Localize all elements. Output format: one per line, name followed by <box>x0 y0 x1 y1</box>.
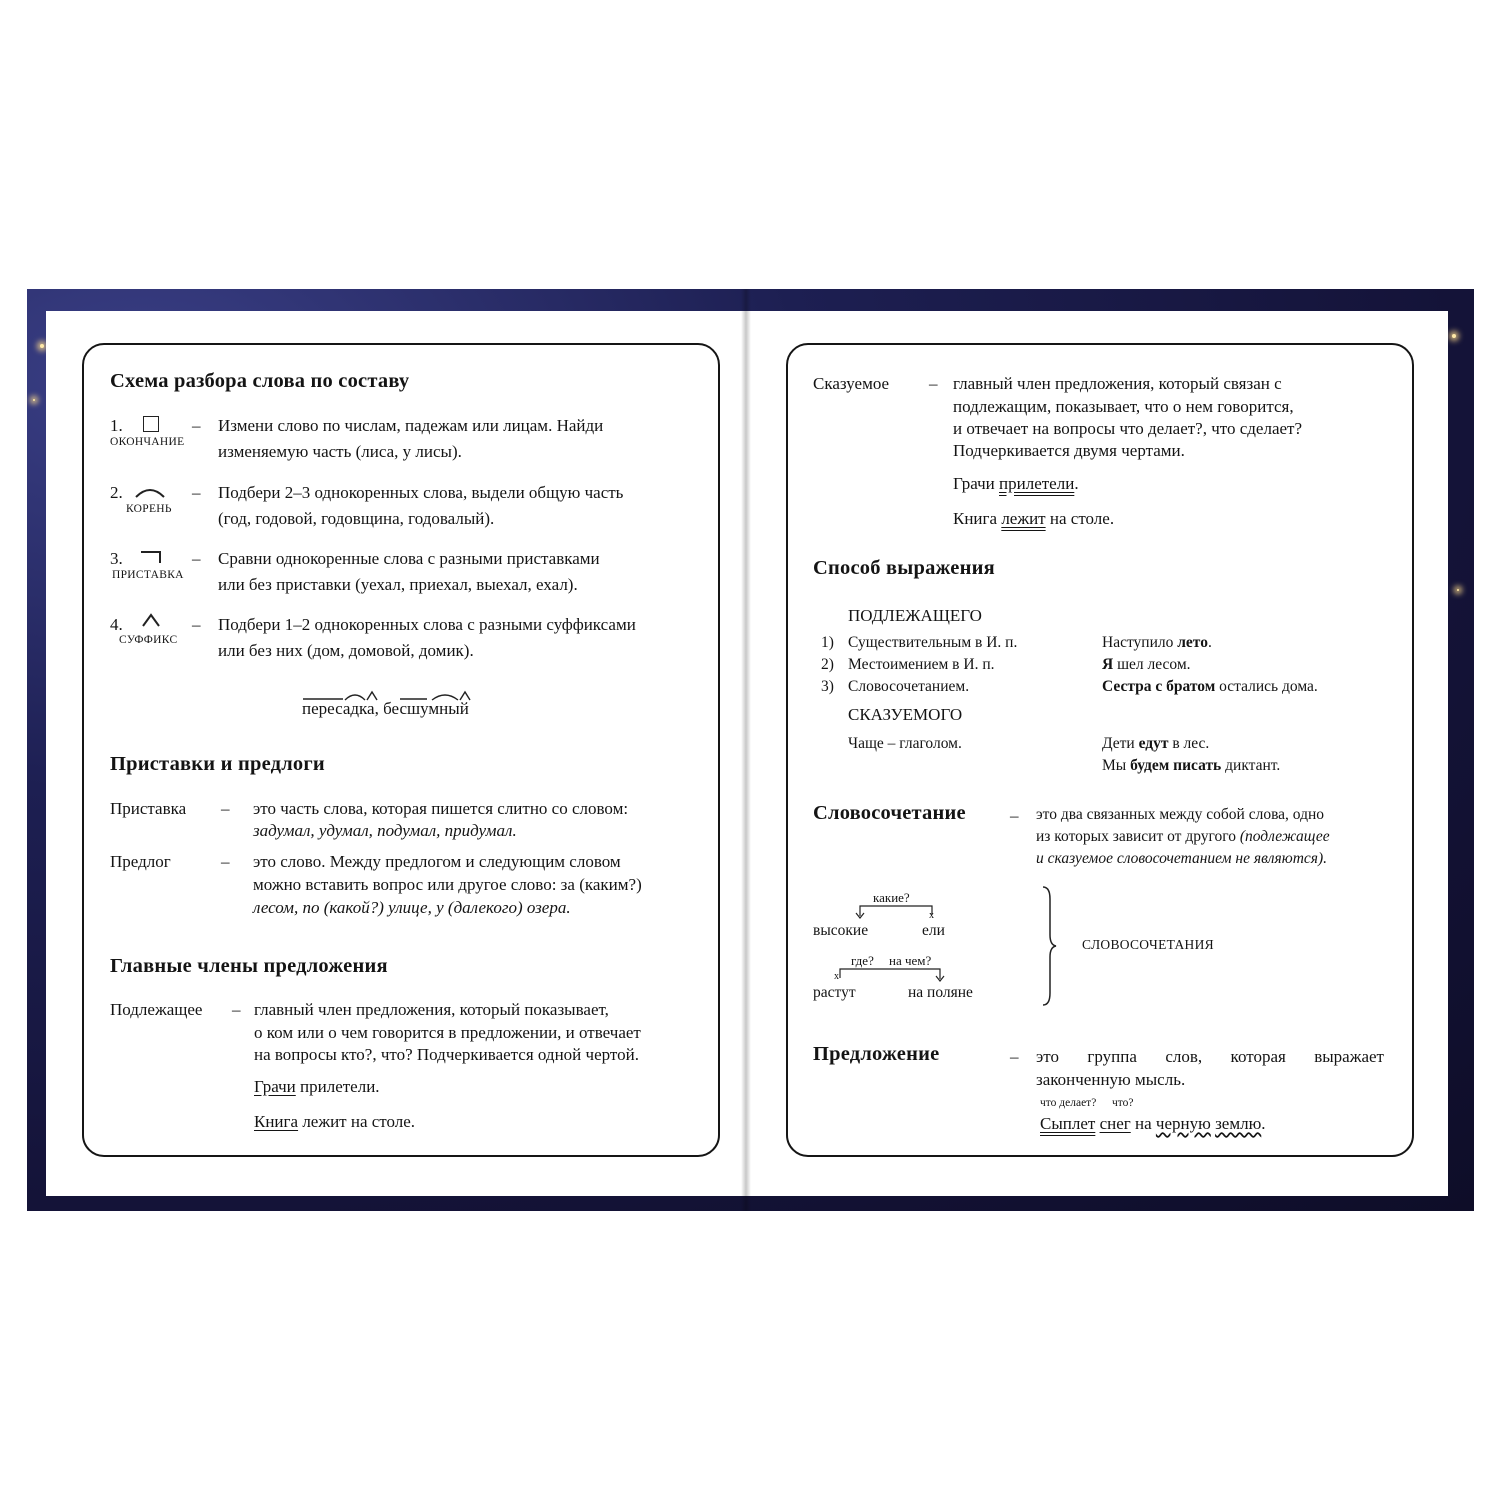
subject-def-1: главный член предложения, который показывает, <box>254 1000 609 1019</box>
preposition-def-3: лесом, по (какой?) улице, у (далекого) озера. <box>253 898 571 917</box>
predicate-expression-example-2: Мы будем писать диктант. <box>1102 757 1281 774</box>
phrase-word-2b: на поляне <box>908 984 973 1001</box>
phrase-def-3: и сказуемое словосочетанием не являются). <box>1036 850 1328 867</box>
predicate-example-1: Грачи прилетели. <box>953 474 1079 493</box>
step-1-line1: Измени слово по числам, падежам или лицам. Найди <box>218 416 604 435</box>
subject-example-2: Книга лежит на столе. <box>254 1112 416 1131</box>
step-3-line1: Сравни однокоренные слова с разными приставками <box>218 549 600 568</box>
phrase-question-2a: где? <box>851 953 874 968</box>
curly-brace-icon <box>1040 885 1058 1007</box>
sentence-def-2: законченную мысль. <box>1036 1070 1186 1089</box>
preposition-def-1: это слово. Между предлогом и следующим словом <box>253 852 621 871</box>
step-4-dash: – <box>192 615 201 634</box>
phrase-word-1b: ели <box>922 922 945 939</box>
subject-def-2: о ком или о чем говорится в предложении, и отвечает <box>254 1023 641 1042</box>
predicate-example-2: Книга лежит на столе. <box>953 509 1115 528</box>
step-1-part: ОКОНЧАНИЕ <box>110 436 185 448</box>
step-3-number: 3. <box>110 549 123 568</box>
step-3-line2: или без приставки (уехал, приехал, выехал, ехал). <box>218 575 578 594</box>
expression-row-3-number: 3) <box>821 678 834 695</box>
preposition-def-2: можно вставить вопрос или другое слово: за (каким?) <box>253 875 642 894</box>
step-1-dash: – <box>192 416 201 435</box>
morphology-example: пересадка, бесшумный <box>302 699 469 718</box>
predicate-how: Чаще – глаголом. <box>848 735 962 752</box>
book-spine <box>741 289 751 1211</box>
phrase-word-1a: высокие <box>813 922 869 939</box>
predicate-expression-example-1: Дети едут в лес. <box>1102 735 1210 752</box>
expression-row-2-example: Я шел лесом. <box>1102 656 1191 673</box>
expression-row-3-how: Словосочетанием. <box>848 678 970 695</box>
step-1-line2: изменяемую часть (лиса, у лисы). <box>218 442 462 461</box>
expression-row-1-example: Наступило лето. <box>1102 634 1212 651</box>
sentence-question-1: что делает? <box>1040 1097 1097 1109</box>
predicate-dash: – <box>929 374 938 393</box>
prefix-dash: – <box>221 799 230 818</box>
main-members-title: Главные члены предложения <box>110 955 388 977</box>
step-4-line2: или без них (дом, домовой, домик). <box>218 641 474 660</box>
expression-row-2-how: Местоимением в И. п. <box>848 656 995 673</box>
phrases-label: СЛОВОСОЧЕТАНИЯ <box>1082 937 1214 952</box>
phrase-head-mark-2: x <box>834 971 839 982</box>
phrase-question-1: какие? <box>873 890 910 905</box>
morphology-title: Схема разбора слова по составу <box>110 370 410 392</box>
root-arc-icon <box>134 485 166 499</box>
predicate-term: Сказуемое <box>813 374 890 393</box>
step-1-number: 1. <box>110 416 123 435</box>
sentence-question-2: что? <box>1112 1097 1134 1109</box>
suffix-icon <box>142 613 160 627</box>
subject-dash: – <box>232 1000 241 1019</box>
subject-def-3: на вопросы кто?, что? Подчеркивается одной чертой. <box>254 1045 639 1064</box>
prefix-icon <box>140 550 162 564</box>
sentence-def-1: это группа слов, которая выражает <box>1036 1047 1384 1066</box>
step-4-line1: Подбери 1–2 однокоренных слова с разными суффиксами <box>218 615 636 634</box>
step-2-dash: – <box>192 483 201 502</box>
expression-row-3-example: Сестра с братом остались дома. <box>1102 678 1318 695</box>
phrase-title: Словосочетание <box>813 802 966 824</box>
step-4-part: СУФФИКС <box>119 634 178 646</box>
expression-title: Способ выражения <box>813 557 995 579</box>
sentence-title: Предложение <box>813 1043 940 1065</box>
step-2-line2: (год, годовой, годовщина, годовалый). <box>218 509 495 528</box>
subject-heading: ПОДЛЕЖАЩЕГО <box>848 606 982 625</box>
predicate-def-3: и отвечает на вопросы что делает?, что сделает? <box>953 419 1303 438</box>
prefix-term: Приставка <box>110 799 187 818</box>
expression-row-1-number: 1) <box>821 634 834 651</box>
preposition-dash: – <box>221 852 230 871</box>
phrase-word-2a: растут <box>813 984 856 1001</box>
subject-term: Подлежащее <box>110 1000 203 1019</box>
ending-icon <box>143 416 159 432</box>
predicate-heading: СКАЗУЕМОГО <box>848 705 963 724</box>
predicate-def-2: подлежащим, показывает, что о нем говорится, <box>953 397 1294 416</box>
step-3-part: ПРИСТАВКА <box>112 569 184 581</box>
phrase-question-2b: на чем? <box>889 953 932 968</box>
expression-row-1-how: Существительным в И. п. <box>848 634 1018 651</box>
phrase-def-1: это два связанных между собой слова, одно <box>1036 806 1325 823</box>
phrase-arrow-1 <box>850 903 940 919</box>
prefixes-title: Приставки и предлоги <box>110 753 325 775</box>
sentence-example: Сыплет снег на черную землю. <box>1040 1114 1266 1133</box>
step-3-dash: – <box>192 549 201 568</box>
phrase-arrow-2 <box>820 966 950 982</box>
predicate-def-1: главный член предложения, который связан с <box>953 374 1282 393</box>
phrase-def-2: из которых зависит от другого (подлежащее <box>1036 828 1330 845</box>
prefix-definition: это часть слова, которая пишется слитно со словом: <box>253 799 629 818</box>
expression-row-2-number: 2) <box>821 656 834 673</box>
step-2-line1: Подбери 2–3 однокоренных слова, выдели общую часть <box>218 483 624 502</box>
preposition-term: Предлог <box>110 852 171 871</box>
step-2-part: КОРЕНЬ <box>126 503 172 515</box>
sentence-dash: – <box>1010 1047 1019 1066</box>
prefix-examples: задумал, удумал, подумал, придумал. <box>253 821 517 840</box>
step-4-number: 4. <box>110 615 123 634</box>
phrase-dash: – <box>1010 806 1019 825</box>
step-2-number: 2. <box>110 483 123 502</box>
phrase-head-mark-1: x <box>929 910 934 921</box>
predicate-def-4: Подчеркивается двумя чертами. <box>953 441 1185 460</box>
subject-example-1: Грачи прилетели. <box>254 1077 380 1096</box>
